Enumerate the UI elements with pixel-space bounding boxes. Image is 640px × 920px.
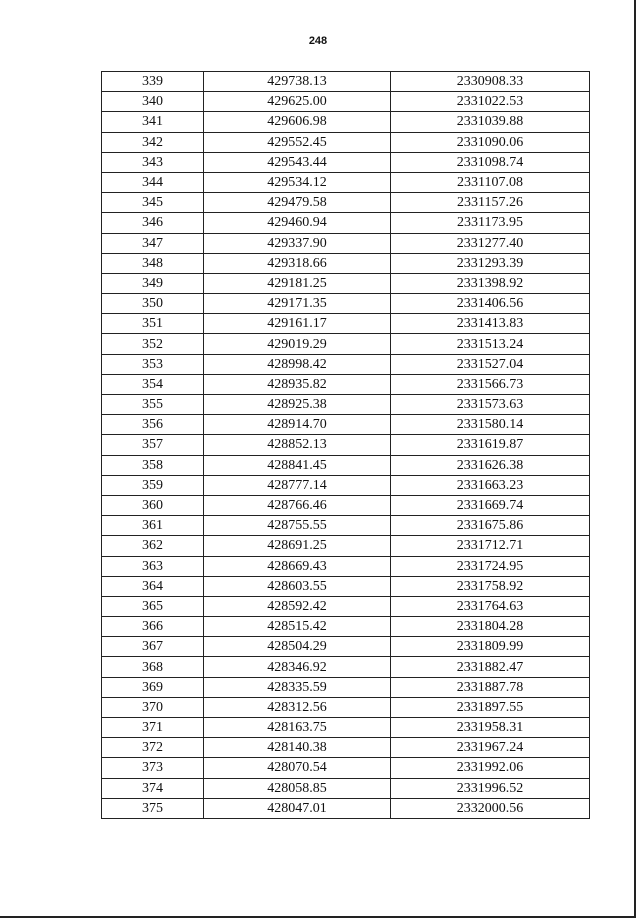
- x-coordinate-cell: 429479.58: [204, 193, 391, 213]
- table-row: [102, 72, 590, 92]
- y-coordinate-cell: 2331098.74: [391, 152, 590, 172]
- point-number-cell: 365: [102, 596, 204, 616]
- table-row: [102, 455, 590, 475]
- page-number: 248: [308, 35, 328, 47]
- x-coordinate-cell: 429543.44: [204, 152, 391, 172]
- point-number-cell: 364: [102, 576, 204, 596]
- x-coordinate-cell: 428998.42: [204, 354, 391, 374]
- point-number-cell: 367: [102, 637, 204, 657]
- y-coordinate-cell: 2331663.23: [391, 475, 590, 495]
- x-coordinate-cell: 429460.94: [204, 213, 391, 233]
- y-coordinate-cell: 2331758.92: [391, 576, 590, 596]
- y-coordinate-cell: 2331293.39: [391, 253, 590, 273]
- table-row: [102, 314, 590, 334]
- y-coordinate-cell: 2331173.95: [391, 213, 590, 233]
- point-number-cell: 340: [102, 92, 204, 112]
- point-number-cell: 355: [102, 395, 204, 415]
- x-coordinate-cell: 428346.92: [204, 657, 391, 677]
- y-coordinate-cell: 2331580.14: [391, 415, 590, 435]
- x-coordinate-cell: 429552.45: [204, 132, 391, 152]
- x-coordinate-cell: 428852.13: [204, 435, 391, 455]
- point-number-cell: 362: [102, 536, 204, 556]
- point-number-cell: 361: [102, 516, 204, 536]
- x-coordinate-cell: 428140.38: [204, 738, 391, 758]
- y-coordinate-cell: 2331887.78: [391, 677, 590, 697]
- table-row: [102, 253, 590, 273]
- y-coordinate-cell: 2331992.06: [391, 758, 590, 778]
- y-coordinate-cell: 2331406.56: [391, 294, 590, 314]
- x-coordinate-cell: 428047.01: [204, 798, 391, 818]
- y-coordinate-cell: 2331724.95: [391, 556, 590, 576]
- table-row: [102, 294, 590, 314]
- point-number-cell: 348: [102, 253, 204, 273]
- table-row: [102, 516, 590, 536]
- table-row: [102, 92, 590, 112]
- table-row: [102, 556, 590, 576]
- x-coordinate-cell: 428777.14: [204, 475, 391, 495]
- table-row: [102, 798, 590, 818]
- x-coordinate-cell: 428058.85: [204, 778, 391, 798]
- table-row: [102, 778, 590, 798]
- x-coordinate-cell: 428603.55: [204, 576, 391, 596]
- y-coordinate-cell: 2331804.28: [391, 617, 590, 637]
- x-coordinate-cell: 429625.00: [204, 92, 391, 112]
- table-row: [102, 617, 590, 637]
- x-coordinate-cell: 429337.90: [204, 233, 391, 253]
- table-row: [102, 415, 590, 435]
- y-coordinate-cell: 2331157.26: [391, 193, 590, 213]
- table-row: [102, 334, 590, 354]
- table-row: [102, 374, 590, 394]
- y-coordinate-cell: 2331897.55: [391, 697, 590, 717]
- point-number-cell: 375: [102, 798, 204, 818]
- point-number-cell: 372: [102, 738, 204, 758]
- y-coordinate-cell: 2331573.63: [391, 395, 590, 415]
- x-coordinate-cell: 428669.43: [204, 556, 391, 576]
- point-number-cell: 356: [102, 415, 204, 435]
- table-row: [102, 758, 590, 778]
- table-row: [102, 112, 590, 132]
- point-number-cell: 352: [102, 334, 204, 354]
- y-coordinate-cell: 2331022.53: [391, 92, 590, 112]
- x-coordinate-cell: 429171.35: [204, 294, 391, 314]
- coordinates-table-body: [102, 72, 590, 819]
- y-coordinate-cell: 2332000.56: [391, 798, 590, 818]
- point-number-cell: 342: [102, 132, 204, 152]
- x-coordinate-cell: 428691.25: [204, 536, 391, 556]
- x-coordinate-cell: 429181.25: [204, 273, 391, 293]
- table-row: [102, 576, 590, 596]
- x-coordinate-cell: 428504.29: [204, 637, 391, 657]
- y-coordinate-cell: 2331039.88: [391, 112, 590, 132]
- table-row: [102, 132, 590, 152]
- y-coordinate-cell: 2331277.40: [391, 233, 590, 253]
- y-coordinate-cell: 2331513.24: [391, 334, 590, 354]
- x-coordinate-cell: 429606.98: [204, 112, 391, 132]
- y-coordinate-cell: 2331712.71: [391, 536, 590, 556]
- y-coordinate-cell: 2331967.24: [391, 738, 590, 758]
- point-number-cell: 371: [102, 718, 204, 738]
- x-coordinate-cell: 429318.66: [204, 253, 391, 273]
- y-coordinate-cell: 2331675.86: [391, 516, 590, 536]
- x-coordinate-cell: 428935.82: [204, 374, 391, 394]
- y-coordinate-cell: 2331882.47: [391, 657, 590, 677]
- x-coordinate-cell: 428592.42: [204, 596, 391, 616]
- y-coordinate-cell: 2331413.83: [391, 314, 590, 334]
- point-number-cell: 344: [102, 172, 204, 192]
- y-coordinate-cell: 2331809.99: [391, 637, 590, 657]
- table-row: [102, 637, 590, 657]
- table-row: [102, 677, 590, 697]
- point-number-cell: 374: [102, 778, 204, 798]
- point-number-cell: 369: [102, 677, 204, 697]
- x-coordinate-cell: 428312.56: [204, 697, 391, 717]
- y-coordinate-cell: 2331619.87: [391, 435, 590, 455]
- x-coordinate-cell: 428914.70: [204, 415, 391, 435]
- table-row: [102, 233, 590, 253]
- table-row: [102, 657, 590, 677]
- table-row: [102, 596, 590, 616]
- table-row: [102, 495, 590, 515]
- x-coordinate-cell: 429019.29: [204, 334, 391, 354]
- point-number-cell: 343: [102, 152, 204, 172]
- table-row: [102, 395, 590, 415]
- point-number-cell: 351: [102, 314, 204, 334]
- table-row: [102, 475, 590, 495]
- table-row: [102, 354, 590, 374]
- y-coordinate-cell: 2331996.52: [391, 778, 590, 798]
- point-number-cell: 359: [102, 475, 204, 495]
- table-row: [102, 273, 590, 293]
- x-coordinate-cell: 429534.12: [204, 172, 391, 192]
- x-coordinate-cell: 428841.45: [204, 455, 391, 475]
- page-edge-bottom: [0, 916, 636, 918]
- point-number-cell: 357: [102, 435, 204, 455]
- y-coordinate-cell: 2331090.06: [391, 132, 590, 152]
- y-coordinate-cell: 2331527.04: [391, 354, 590, 374]
- x-coordinate-cell: 428335.59: [204, 677, 391, 697]
- point-number-cell: 345: [102, 193, 204, 213]
- point-number-cell: 366: [102, 617, 204, 637]
- x-coordinate-cell: 428755.55: [204, 516, 391, 536]
- table-row: [102, 697, 590, 717]
- point-number-cell: 353: [102, 354, 204, 374]
- point-number-cell: 341: [102, 112, 204, 132]
- x-coordinate-cell: 428766.46: [204, 495, 391, 515]
- y-coordinate-cell: 2331107.08: [391, 172, 590, 192]
- x-coordinate-cell: 428515.42: [204, 617, 391, 637]
- point-number-cell: 358: [102, 455, 204, 475]
- point-number-cell: 354: [102, 374, 204, 394]
- table-row: [102, 738, 590, 758]
- x-coordinate-cell: 428925.38: [204, 395, 391, 415]
- point-number-cell: 363: [102, 556, 204, 576]
- y-coordinate-cell: 2331669.74: [391, 495, 590, 515]
- point-number-cell: 373: [102, 758, 204, 778]
- point-number-cell: 339: [102, 72, 204, 92]
- point-number-cell: 370: [102, 697, 204, 717]
- point-number-cell: 350: [102, 294, 204, 314]
- x-coordinate-cell: 428163.75: [204, 718, 391, 738]
- table-row: [102, 536, 590, 556]
- y-coordinate-cell: 2331626.38: [391, 455, 590, 475]
- x-coordinate-cell: 429738.13: [204, 72, 391, 92]
- point-number-cell: 347: [102, 233, 204, 253]
- coordinates-table: [101, 71, 590, 819]
- point-number-cell: 368: [102, 657, 204, 677]
- point-number-cell: 349: [102, 273, 204, 293]
- y-coordinate-cell: 2331566.73: [391, 374, 590, 394]
- table-row: [102, 172, 590, 192]
- table-row: [102, 193, 590, 213]
- y-coordinate-cell: 2331398.92: [391, 273, 590, 293]
- x-coordinate-cell: 429161.17: [204, 314, 391, 334]
- y-coordinate-cell: 2330908.33: [391, 72, 590, 92]
- table-row: [102, 213, 590, 233]
- table-row: [102, 718, 590, 738]
- y-coordinate-cell: 2331764.63: [391, 596, 590, 616]
- y-coordinate-cell: 2331958.31: [391, 718, 590, 738]
- x-coordinate-cell: 428070.54: [204, 758, 391, 778]
- point-number-cell: 360: [102, 495, 204, 515]
- page-edge-right: [634, 0, 636, 916]
- table-row: [102, 152, 590, 172]
- point-number-cell: 346: [102, 213, 204, 233]
- table-row: [102, 435, 590, 455]
